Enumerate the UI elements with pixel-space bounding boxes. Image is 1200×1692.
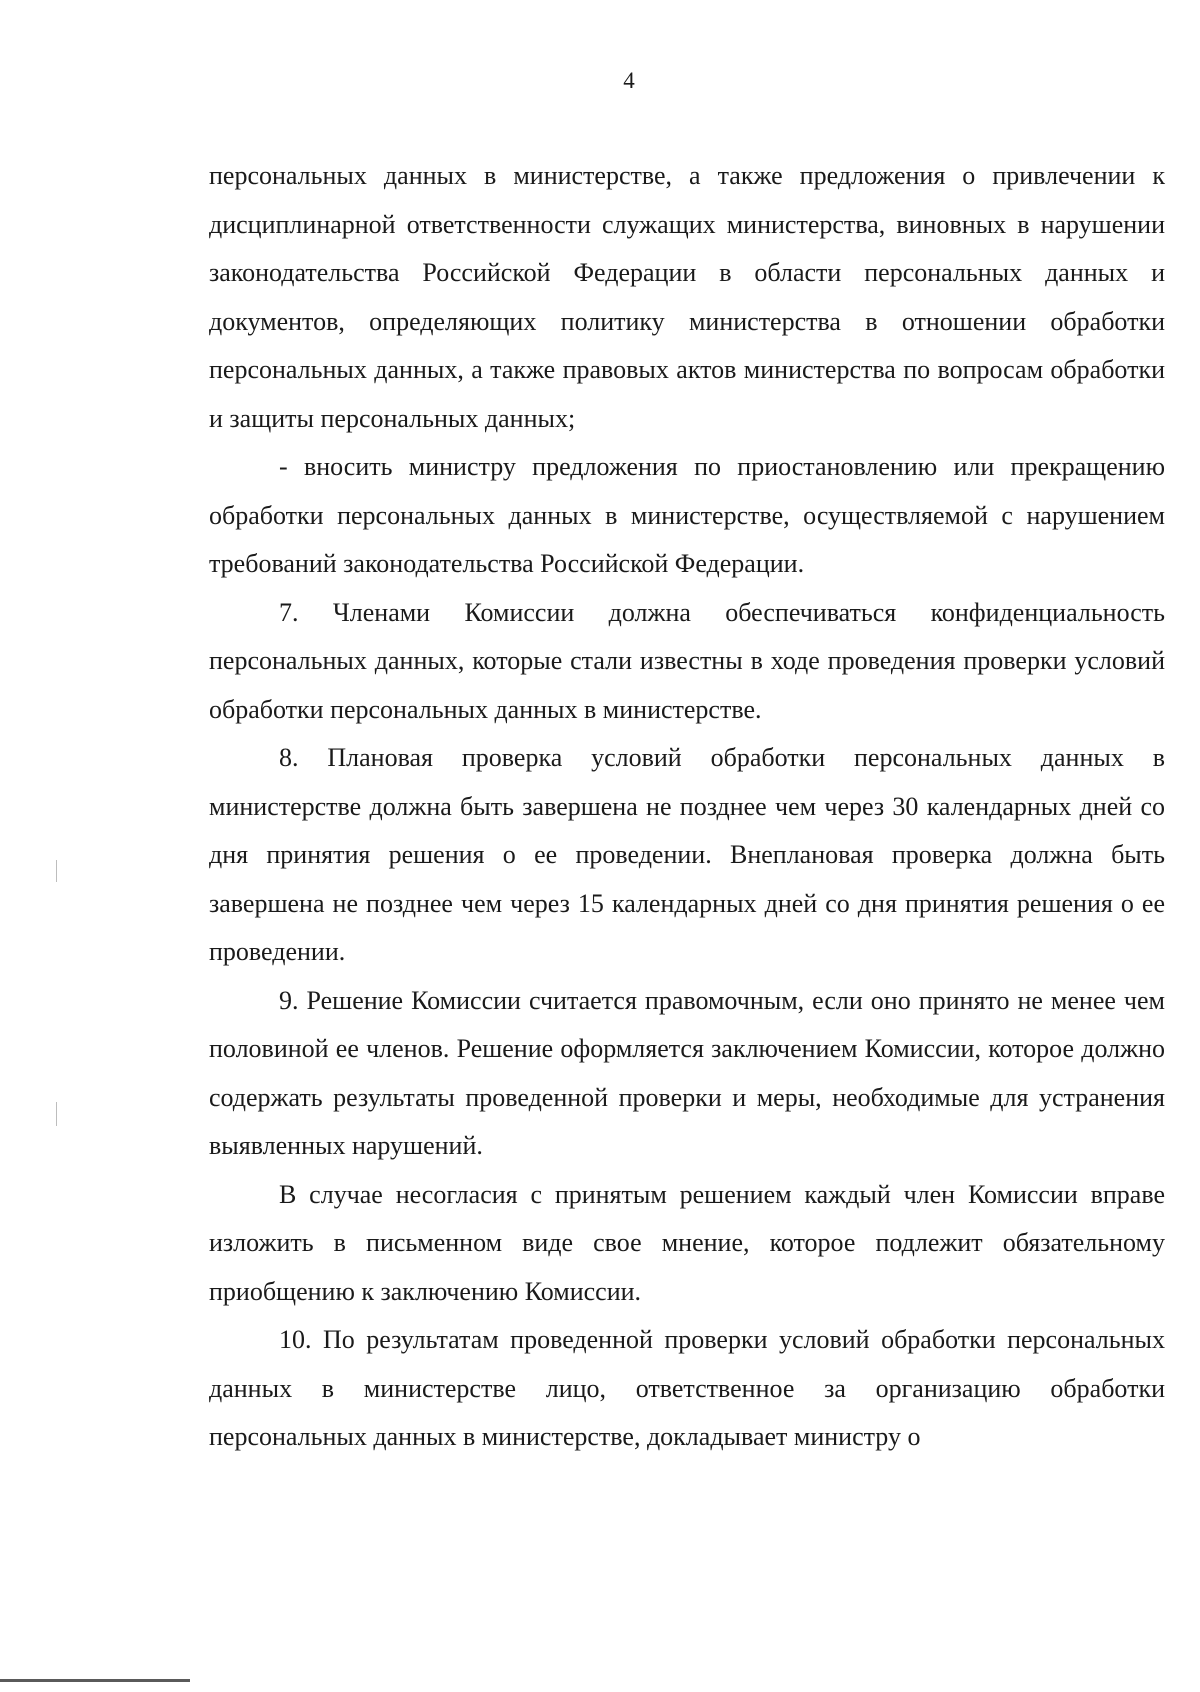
paragraph-item-8: 8. Плановая проверка условий обработки персональных данных в министерстве должна быть завершена не позднее чем через 30 календарных дней со дня принятия решения о ее проведении. Внеплановая проверка должна быть завершена не позднее чем через 15 календарных дней со дня принятия решения о ее проведении. [209, 743, 1165, 966]
paragraph-item-10: 10. По результатам проведенной проверки условий обработки персональных данных в министерстве лицо, ответственное за организацию обработки персональных данных в министерстве, докладывает министру о [209, 1325, 1165, 1451]
scan-artifact-line [56, 1102, 57, 1126]
scan-edge-rule [0, 1679, 190, 1682]
scan-artifact-line [56, 860, 57, 882]
page-number: 4 [623, 68, 635, 93]
document-body [209, 152, 1165, 1462]
paragraph-item-7: 7. Членами Комиссии должна обеспечиваться конфиденциальность персональных данных, которые стали известны в ходе проведения проверки условий обработки персональных данных в министерстве. [209, 597, 1165, 724]
paragraph-continuation: персональных данных в министерстве, а также предложения о привлечении к дисциплинарной ответственности служащих министерства, виновных в нарушении законодательства Российской Федерации в области персональных данных и документов, определяющих политику министерства в отношении обработки персональных данных, а также правовых актов министерства по вопросам обработки и защиты персональных данных; [209, 161, 1165, 433]
paragraph-item-9: 9. Решение Комиссии считается правомочным, если оно принято не менее чем половиной ее членов. Решение оформляется заключением Комиссии, которое должно содержать результаты проведенной проверки и меры, необходимые для устранения выявленных нарушений. [209, 985, 1165, 1160]
paragraph-list-item: - вносить министру предложения по приостановлению или прекращению обработки персональных данных в министерстве, осуществляемой с нарушением требований законодательства Российской Федерации. [209, 452, 1165, 578]
paragraph-dissent: В случае несогласия с принятым решением каждый член Комиссии вправе изложить в письменном виде свое мнение, которое подлежит обязательному приобщению к заключению Комиссии. [209, 1179, 1165, 1306]
